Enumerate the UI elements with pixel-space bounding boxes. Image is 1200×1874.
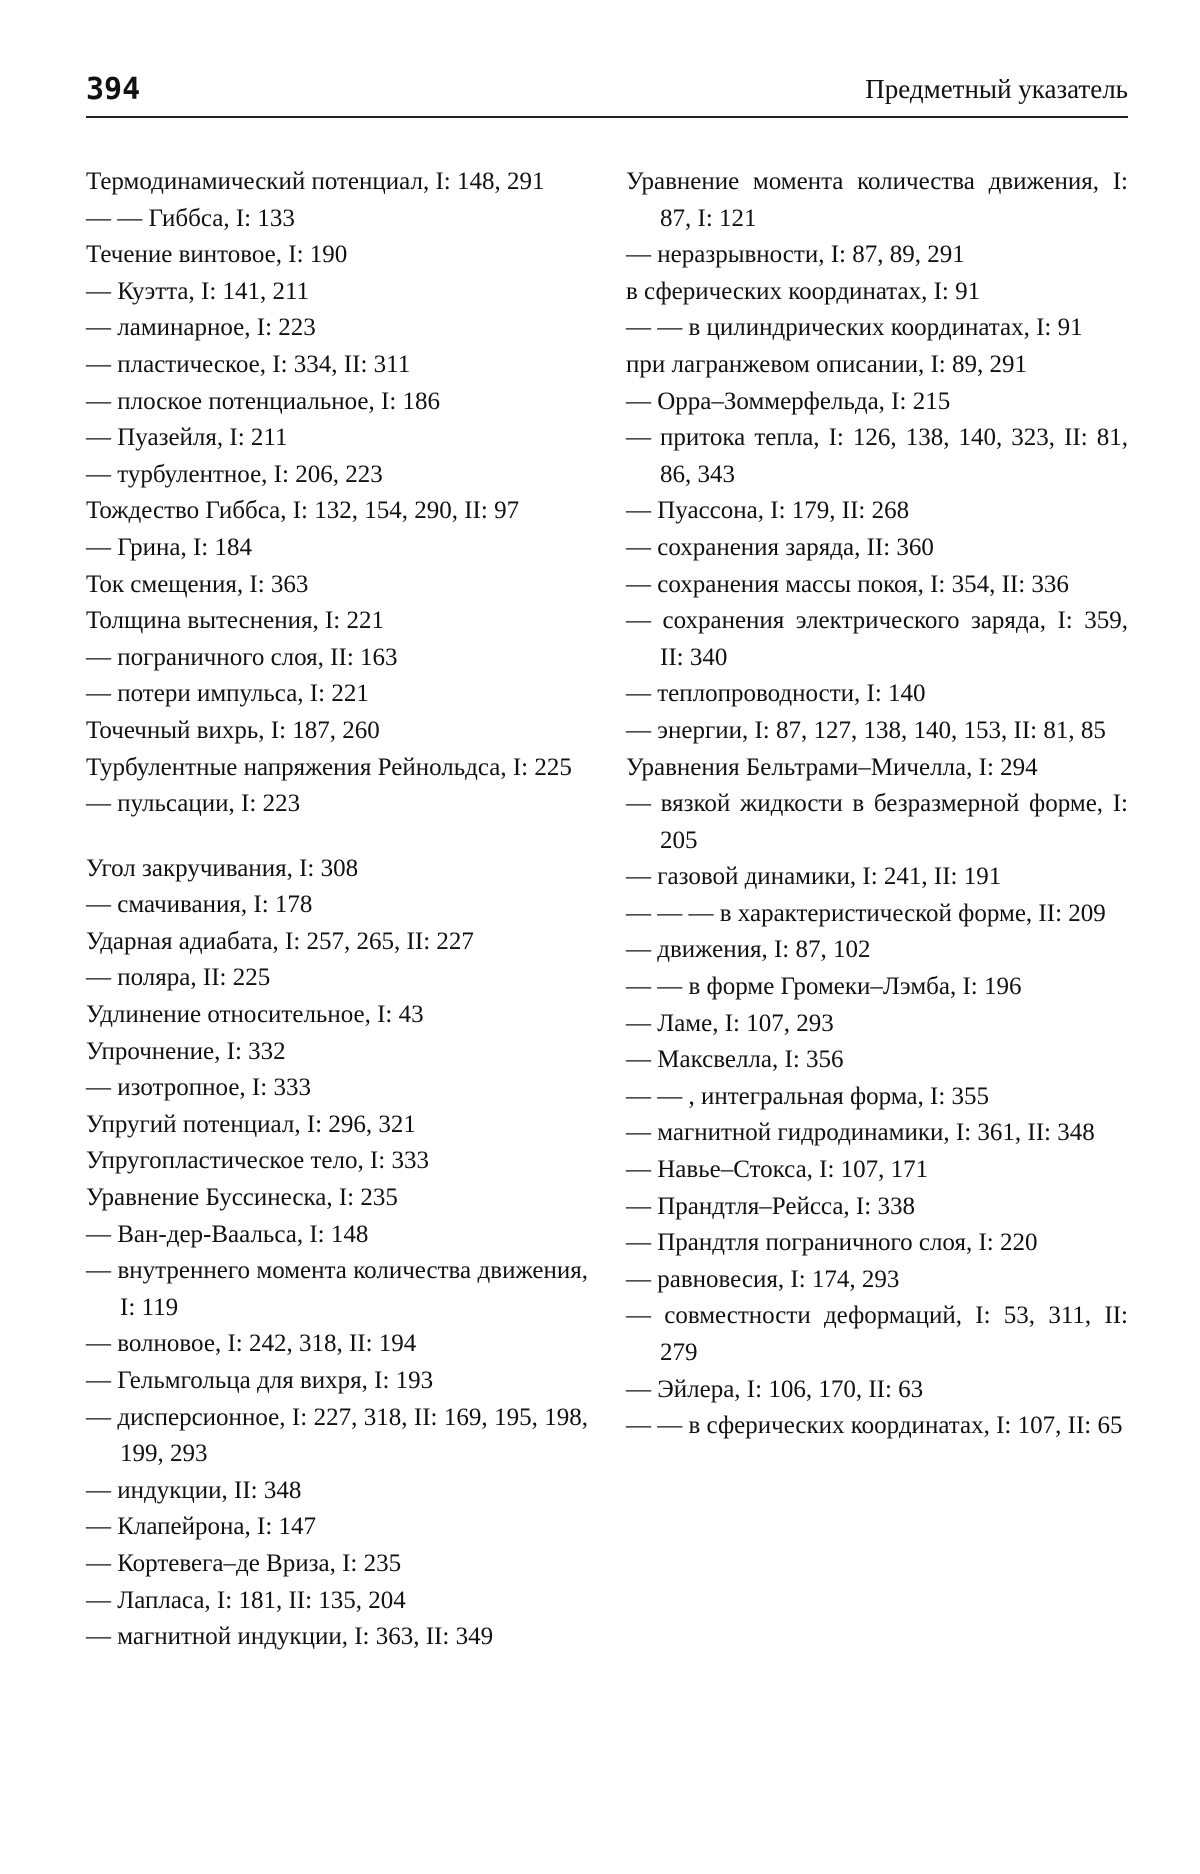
index-entry: — совместности деформаций, I: 53, 311, II: 279 [626, 1302, 1128, 1366]
index-column-left [86, 164, 588, 1656]
index-entry: — Пуазейля, I: 211 [86, 424, 288, 452]
index-entry: Угол закручивания, I: 308 [86, 854, 359, 882]
index-entry: — теплопроводности, I: 140 [626, 680, 926, 708]
index-entry: — Максвелла, I: 356 [626, 1046, 844, 1074]
index-entry: — магнитной гидродинамики, I: 361, II: 348 [626, 1119, 1095, 1147]
index-entry: — равновесия, I: 174, 293 [626, 1265, 900, 1293]
index-entry: — — — в характеристической форме, II: 209 [626, 899, 1106, 927]
index-entry: — энергии, I: 87, 127, 138, 140, 153, II: 81, 85 [626, 716, 1106, 744]
header-rule [86, 116, 1128, 118]
index-entry: — Куэтта, I: 141, 211 [86, 277, 310, 305]
index-entry: — — в цилиндрических координатах, I: 91 [626, 314, 1083, 342]
index-entry: Уравнение момента количества движения, I: 87, I: 121 [626, 168, 1128, 232]
index-entry: — Эйлера, I: 106, 170, II: 63 [626, 1375, 924, 1403]
index-entry: — сохранения заряда, II: 360 [626, 533, 934, 561]
index-entry: — ламинарное, I: 223 [86, 314, 316, 342]
index-entry: — Прандтля–Рейсса, I: 338 [626, 1192, 915, 1220]
index-entry: — дисперсионное, I: 227, 318, II: 169, 195, 198, 199, 293 [86, 1403, 588, 1468]
index-column-right [626, 164, 1128, 1445]
index-entry: — движения, I: 87, 102 [626, 936, 871, 964]
page-number: 394 [86, 72, 141, 107]
running-title: Предметный указатель [865, 74, 1128, 104]
index-entry: — вязкой жидкости в безразмерной форме, I: 205 [626, 790, 1128, 854]
index-entry: — внутреннего момента количества движения, I: 119 [86, 1257, 588, 1321]
index-entry: — турбулентное, I: 206, 223 [86, 460, 383, 488]
index-entry: при лагранжевом описании, I: 89, 291 [626, 350, 1027, 378]
index-entry: — индукции, II: 348 [86, 1476, 302, 1504]
index-entry: — Ламе, I: 107, 293 [626, 1009, 834, 1037]
index-entry: — пограничного слоя, II: 163 [86, 643, 398, 671]
index-entry: — Лапласа, I: 181, II: 135, 204 [86, 1586, 406, 1614]
index-entry: в сферических координатах, I: 91 [626, 277, 981, 305]
index-entry: — Навье–Стокса, I: 107, 171 [626, 1156, 929, 1184]
index-entry: — волновое, I: 242, 318, II: 194 [86, 1330, 417, 1358]
index-entry: Уравнения Бельтрами–Мичелла, I: 294 [626, 753, 1038, 781]
index-entry: — Ван-дер-Ваальса, I: 148 [86, 1220, 369, 1248]
index-entry: — Клапейрона, I: 147 [86, 1513, 317, 1541]
index-entry: — изотропное, I: 333 [86, 1074, 311, 1102]
index-entry: — Прандтля пограничного слоя, I: 220 [626, 1229, 1038, 1257]
index-entry: Течение винтовое, I: 190 [86, 241, 348, 269]
index-entry: — плоское потенциальное, I: 186 [86, 387, 441, 415]
index-entry: — Орра–Зоммерфельда, I: 215 [626, 387, 951, 415]
index-entry: Точечный вихрь, I: 187, 260 [86, 716, 380, 744]
index-entry: — — в сферических координатах, I: 107, II: 65 [626, 1412, 1123, 1440]
index-entry: — Грина, I: 184 [86, 533, 253, 561]
index-entry: — притока тепла, I: 126, 138, 140, 323, II: 81, 86, 343 [626, 424, 1128, 488]
index-entry: Толщина вытеснения, I: 221 [86, 607, 384, 635]
index-entry: — потери импульса, I: 221 [86, 680, 369, 708]
index-entry: — пульсации, I: 223 [86, 790, 301, 818]
index-entry: Тождество Гиббса, I: 132, 154, 290, II: 97 [86, 497, 520, 525]
index-entry: — Пуассона, I: 179, II: 268 [626, 497, 910, 525]
page-header [86, 72, 1128, 116]
index-entry: — магнитной индукции, I: 363, II: 349 [86, 1623, 494, 1651]
index-entry: Ток смещения, I: 363 [86, 570, 309, 598]
index-entry: — неразрывности, I: 87, 89, 291 [626, 241, 965, 269]
index-entry: — Кортевега–де Вриза, I: 235 [86, 1549, 402, 1577]
index-entry: Упрочнение, I: 332 [86, 1037, 286, 1065]
index-entry: Турбулентные напряжения Рейнольдса, I: 225 [86, 753, 572, 781]
index-entry: — газовой динамики, I: 241, II: 191 [626, 863, 1002, 891]
index-entry: — — , интегральная форма, I: 355 [626, 1082, 990, 1110]
index-entry: Упругопластическое тело, I: 333 [86, 1147, 429, 1175]
index-entry: — смачивания, I: 178 [86, 891, 313, 919]
index-entry: — пластическое, I: 334, II: 311 [86, 350, 411, 378]
index-entry: Уравнение Буссинеска, I: 235 [86, 1184, 398, 1212]
index-entry: — — Гиббса, I: 133 [86, 204, 295, 232]
index-entry: — Гельмгольца для вихря, I: 193 [86, 1367, 434, 1394]
index-entry: — — в форме Громеки–Лэмба, I: 196 [626, 973, 1022, 1001]
index-entry: Упругий потенциал, I: 296, 321 [86, 1110, 416, 1138]
index-entry: Ударная адиабата, I: 257, 265, II: 227 [86, 927, 474, 955]
index-entry: Термодинамический потенциал, I: 148, 291 [86, 168, 545, 195]
index-entry: — поляра, II: 225 [86, 964, 271, 992]
letter-group-gap [86, 823, 588, 851]
index-entry: — сохранения массы покоя, I: 354, II: 336 [626, 570, 1069, 598]
index-entry: — сохранения электрического заряда, I: 359, II: 340 [626, 607, 1128, 671]
index-entry: Удлинение относительное, I: 43 [86, 1001, 424, 1029]
